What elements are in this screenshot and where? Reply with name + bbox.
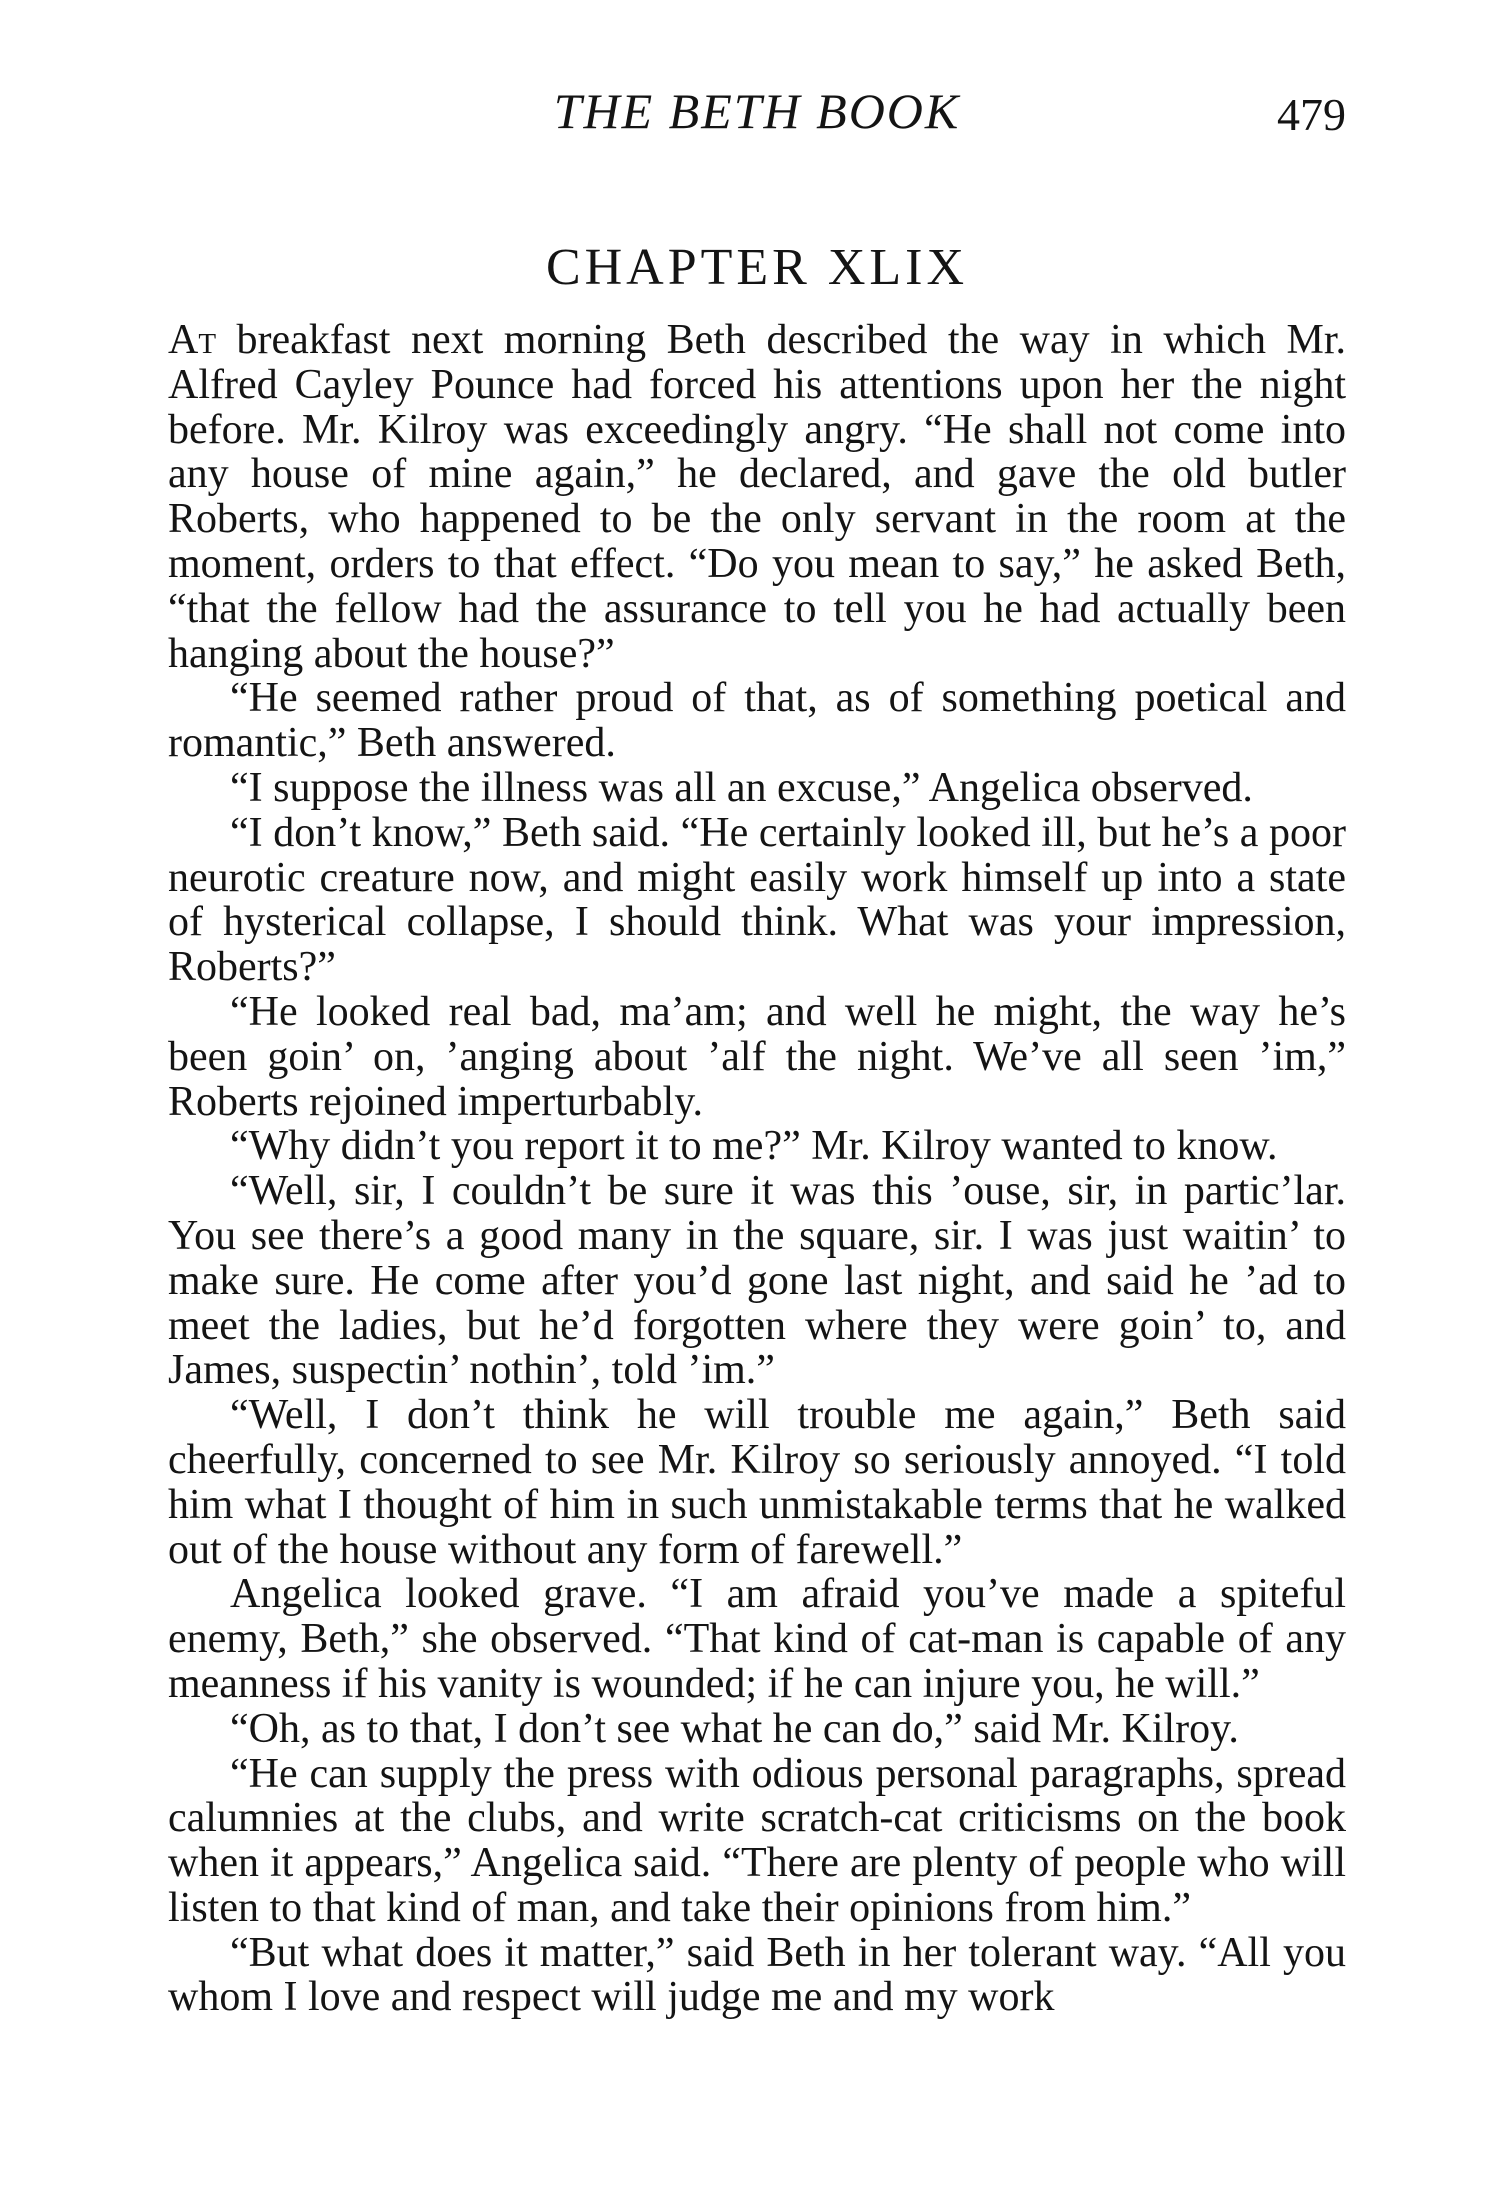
paragraph: “I suppose the illness was all an excuse,” Angelica observed. — [230, 764, 1253, 811]
page-number: 479 — [1277, 89, 1346, 140]
drop-lead-word: At — [168, 317, 217, 363]
paragraph: “Well, I don’t think he will trouble me again,” Beth said cheerfully, concerned to see Mr. Kilroy so seriously annoyed. “I told him what I thought of him in such unmistakable terms that he walked out of the house without any form of farewell.” — [168, 1392, 1346, 1573]
chapter-heading: CHAPTER XLIX — [545, 239, 969, 296]
running-head — [168, 82, 1346, 152]
paragraph: Angelica looked grave. “I am afraid you’ve made a spiteful enemy, Beth,” she observed. “That kind of cat-man is capable of any meanness if his vanity is wounded; if he can injure you, he will.” — [168, 1571, 1346, 1707]
paragraph — [168, 318, 1346, 676]
paragraph: “Well, sir, I couldn’t be sure it was this ’ouse, sir, in partic’lar. You see there’s a good many in the square, sir. I was just waitin’ to make sure. He come after you’d gone last night, and said he ’ad to meet the ladies, but he’d forgotten where they were goin’ to, and James, suspectin’ nothin’, told ’im.” — [168, 1168, 1346, 1394]
paragraph: “He looked real bad, ma’am; and well he might, the way he’s been goin’ on, ’anging about ’alf the night. We’ve all seen ’im,” Roberts rejoined imperturbably. — [168, 988, 1346, 1125]
paragraph: “Oh, as to that, I don’t see what he can do,” said Mr. Kilroy. — [230, 1705, 1239, 1752]
paragraph-text: breakfast next morning Beth described the way in which Mr. Alfred Cayley Pounce had forced his attentions upon her the night before. Mr. Kilroy was exceedingly angry. “He shall not come into any house of mine again,” he declared, and gave the old butler Roberts, who happened to be the only servant in the room at the moment, orders to that effect. “Do you mean to say,” he asked Beth, “that the fellow had the assurance to tell you he had actually been hanging about the house?” — [168, 317, 1346, 677]
paragraph: “Why didn’t you report it to me?” Mr. Kilroy wanted to know. — [230, 1123, 1278, 1170]
body-text — [168, 318, 1346, 2020]
paragraph: “He can supply the press with odious personal paragraphs, spread calumnies at the clubs, and write scratch-cat criticisms on the book when it appears,” Angelica said. “There are plenty of people who will listen to that kind of man, and take their opinions from him.” — [168, 1750, 1346, 1931]
paragraph: “But what does it matter,” said Beth in her tolerant way. “All you whom I love and respect will judge me and my work — [168, 1929, 1346, 2021]
paragraph: “He seemed rather proud of that, as of something poetical and romantic,” Beth answered. — [168, 675, 1346, 767]
running-title: THE BETH BOOK — [553, 83, 961, 139]
paragraph: “I don’t know,” Beth said. “He certainly looked ill, but he’s a poor neurotic creature now, and might easily work himself up into a state of hysterical collapse, I should think. What was your impression, Roberts?” — [168, 809, 1346, 991]
